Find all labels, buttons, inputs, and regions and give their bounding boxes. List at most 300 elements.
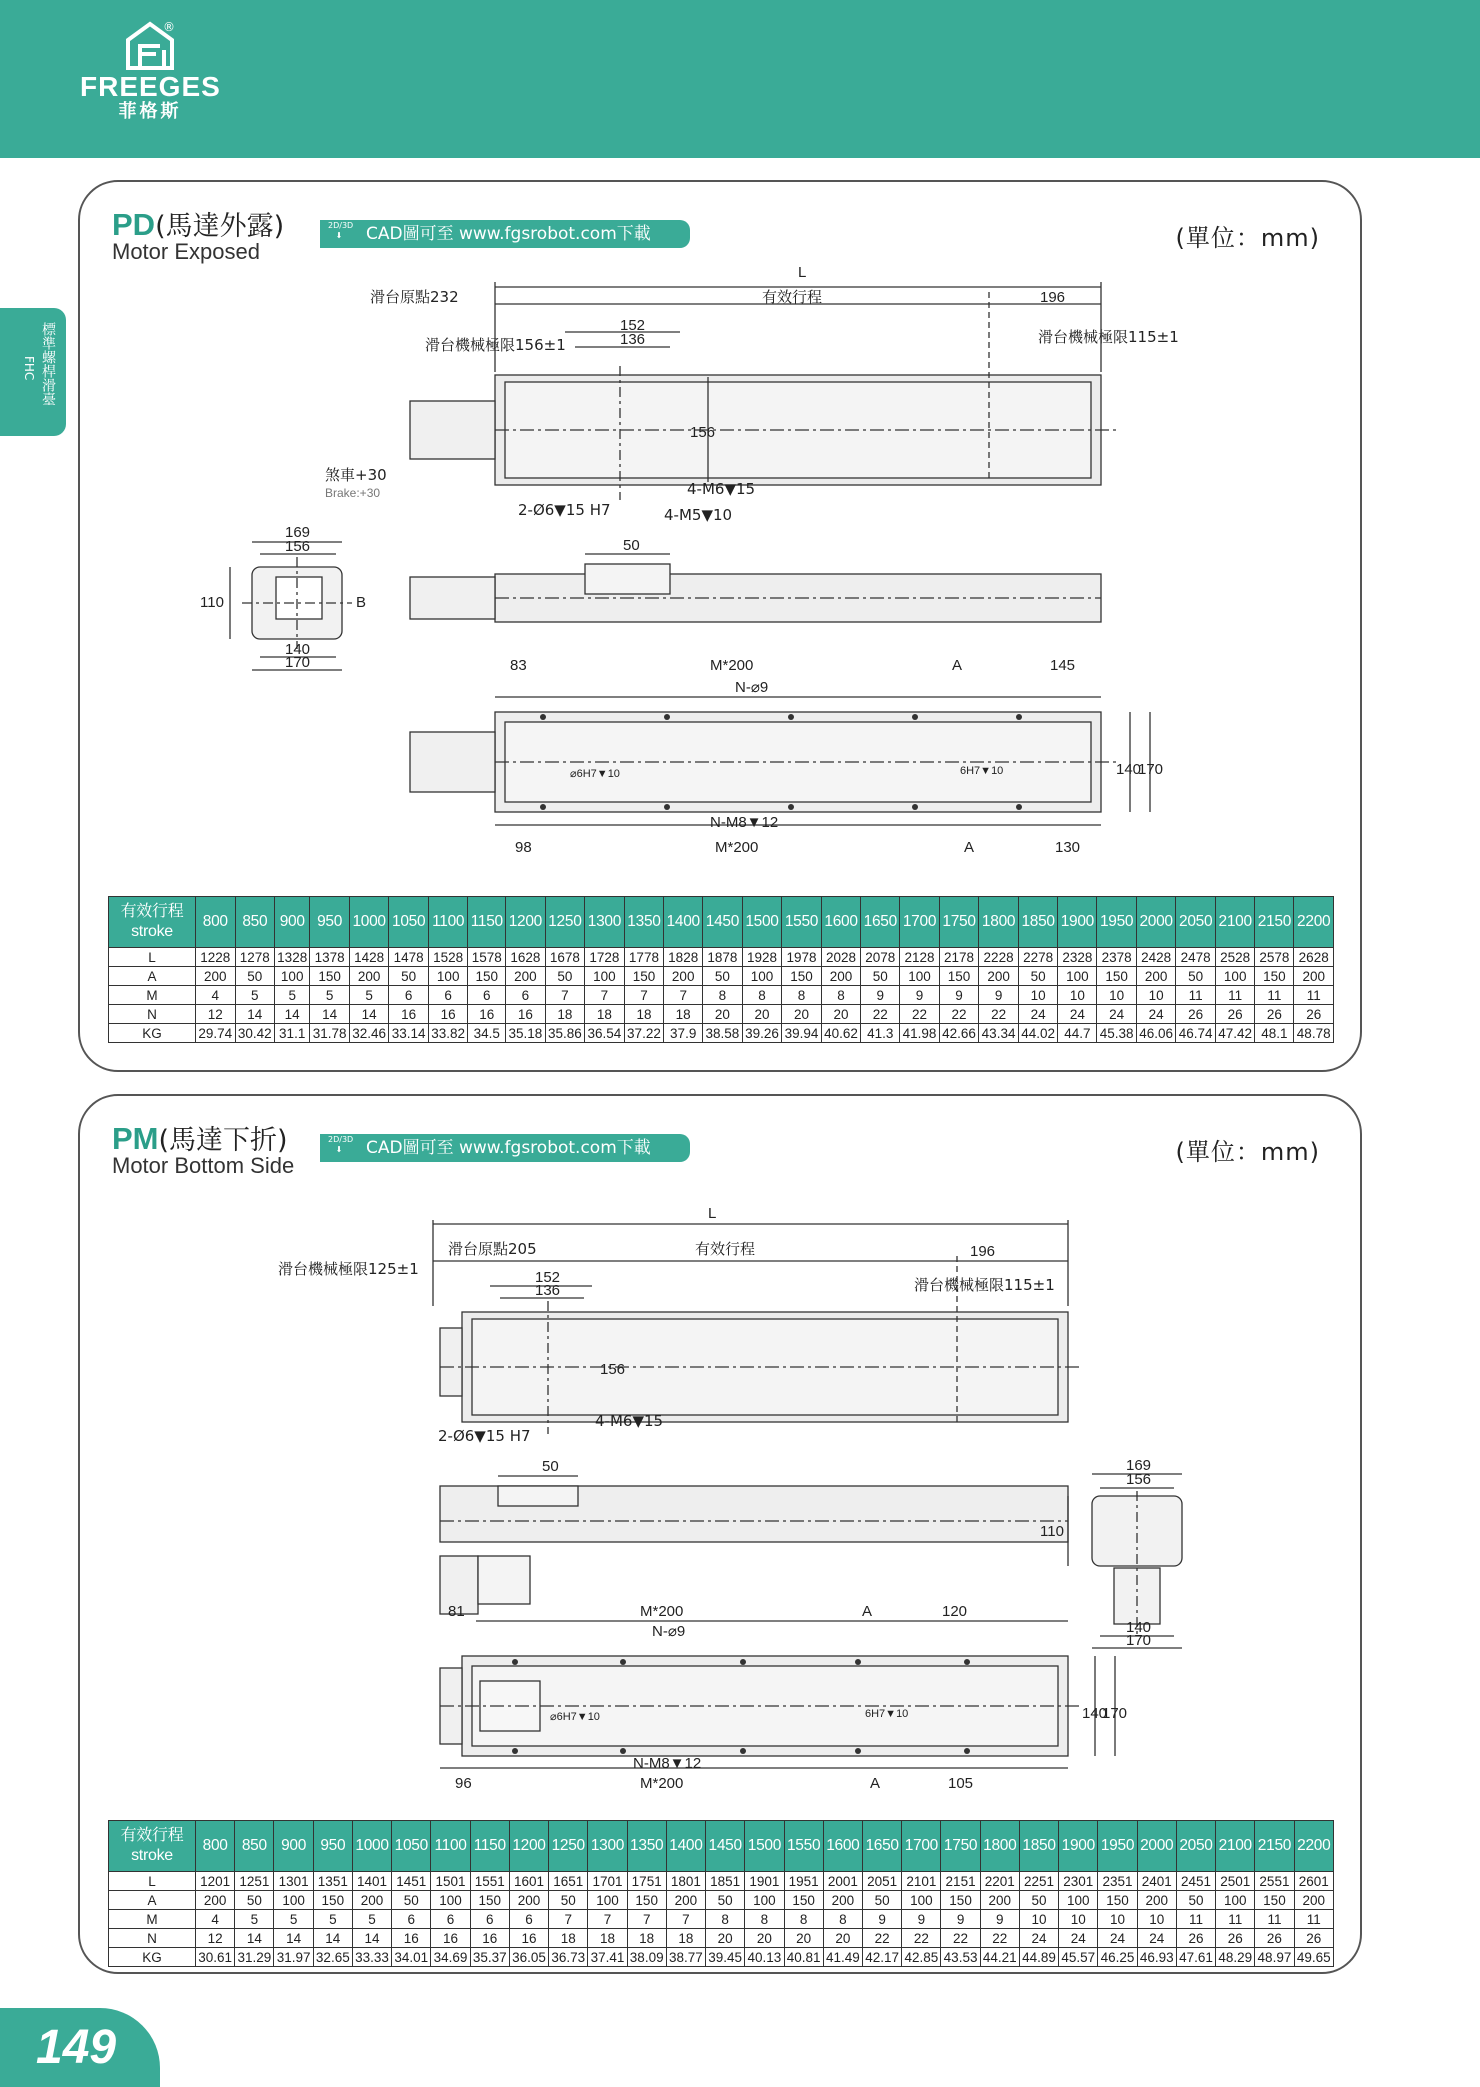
title-en: Motor Bottom Side bbox=[112, 1153, 295, 1178]
value-cell: 16 bbox=[506, 1005, 546, 1024]
value-cell: 34.69 bbox=[431, 1948, 470, 1967]
value-cell: 46.25 bbox=[1098, 1948, 1137, 1967]
dim-limit-right: 滑台機械極限115±1 bbox=[914, 1276, 1055, 1294]
value-cell: 2351 bbox=[1098, 1872, 1137, 1891]
dim-98: 98 bbox=[515, 839, 532, 856]
dim-L: L bbox=[798, 264, 807, 281]
hole-m6: 4-M6▼15 bbox=[687, 480, 756, 498]
row-label-cell: M bbox=[109, 986, 196, 1005]
value-cell: 150 bbox=[624, 967, 664, 986]
stroke-header-cell: 950 bbox=[313, 1821, 352, 1872]
value-cell: 29.74 bbox=[196, 1024, 236, 1043]
page-number: 149 bbox=[0, 2008, 160, 2087]
value-cell: 36.73 bbox=[549, 1948, 588, 1967]
value-cell: 24 bbox=[1018, 1005, 1058, 1024]
dim-L: L bbox=[708, 1205, 717, 1222]
value-cell: 9 bbox=[941, 1910, 980, 1929]
stroke-header-cell: 800 bbox=[196, 897, 236, 948]
value-cell: 44.21 bbox=[980, 1948, 1019, 1967]
value-cell: 16 bbox=[428, 1005, 468, 1024]
title-zh: (馬達外露) bbox=[155, 211, 285, 242]
value-cell: 11 bbox=[1294, 1910, 1333, 1929]
table-row bbox=[109, 1005, 1334, 1024]
table-row bbox=[109, 948, 1334, 967]
download-icon: 2D/3D ⬇ bbox=[328, 221, 354, 240]
value-cell: 100 bbox=[900, 967, 940, 986]
pin-left: ⌀6H7▼10 bbox=[550, 1711, 600, 1723]
table-row bbox=[109, 986, 1334, 1005]
value-cell: 39.26 bbox=[742, 1024, 782, 1043]
model-code: PM bbox=[112, 1121, 159, 1156]
value-cell: 200 bbox=[1137, 1891, 1176, 1910]
value-cell: 9 bbox=[861, 986, 900, 1005]
value-cell: 50 bbox=[549, 1891, 588, 1910]
dim-136: 136 bbox=[535, 1282, 561, 1299]
stroke-header-cell: 1050 bbox=[392, 1821, 431, 1872]
dim-Ab: A bbox=[870, 1775, 881, 1792]
value-cell: 16 bbox=[470, 1929, 509, 1948]
row-label-cell: L bbox=[109, 1872, 196, 1891]
value-cell: 7 bbox=[588, 1910, 627, 1929]
value-cell: 20 bbox=[823, 1929, 862, 1948]
value-cell: 42.17 bbox=[862, 1948, 901, 1967]
title-zh: (馬達下折) bbox=[158, 1125, 288, 1156]
value-cell: 200 bbox=[1294, 967, 1334, 986]
value-cell: 2501 bbox=[1216, 1872, 1255, 1891]
stroke-header-cell: 1500 bbox=[742, 897, 782, 948]
value-cell: 1351 bbox=[313, 1872, 352, 1891]
value-cell: 8 bbox=[823, 1910, 862, 1929]
value-cell: 38.09 bbox=[627, 1948, 666, 1967]
dim-B: B bbox=[356, 594, 367, 611]
title-en: Motor Exposed bbox=[112, 239, 260, 264]
value-cell: 26 bbox=[1176, 1005, 1216, 1024]
value-cell: 6 bbox=[392, 1910, 431, 1929]
pin-left: ⌀6H7▼10 bbox=[570, 768, 620, 780]
value-cell: 24 bbox=[1019, 1929, 1058, 1948]
value-cell: 150 bbox=[784, 1891, 823, 1910]
value-cell: 48.1 bbox=[1255, 1024, 1294, 1043]
value-cell: 42.85 bbox=[902, 1948, 941, 1967]
value-cell: 31.29 bbox=[235, 1948, 274, 1967]
stroke-header-cell: 1300 bbox=[585, 897, 625, 948]
value-cell: 46.93 bbox=[1137, 1948, 1176, 1967]
value-cell: 50 bbox=[1019, 1891, 1058, 1910]
value-cell: 100 bbox=[275, 967, 310, 986]
value-cell: 10 bbox=[1058, 986, 1097, 1005]
row-label-cell: A bbox=[109, 1891, 196, 1910]
stroke-header-cell: 2000 bbox=[1137, 1821, 1176, 1872]
value-cell: 24 bbox=[1098, 1929, 1137, 1948]
value-cell: 2478 bbox=[1176, 948, 1216, 967]
dim-effective: 有效行程 bbox=[695, 1240, 756, 1258]
value-cell: 18 bbox=[549, 1929, 588, 1948]
value-cell: 100 bbox=[588, 1891, 627, 1910]
value-cell: 20 bbox=[821, 1005, 861, 1024]
value-cell: 8 bbox=[745, 1910, 784, 1929]
dim-156: 156 bbox=[600, 1361, 626, 1378]
value-cell: 1778 bbox=[624, 948, 664, 967]
stroke-header-cell: 1550 bbox=[782, 897, 822, 948]
value-cell: 10 bbox=[1097, 986, 1137, 1005]
value-cell: 1528 bbox=[428, 948, 468, 967]
value-cell: 11 bbox=[1294, 986, 1334, 1005]
stroke-header-cell: 1200 bbox=[509, 1821, 548, 1872]
value-cell: 22 bbox=[980, 1929, 1019, 1948]
value-cell: 47.42 bbox=[1215, 1024, 1255, 1043]
value-cell: 20 bbox=[706, 1929, 745, 1948]
value-cell: 150 bbox=[1255, 1891, 1294, 1910]
value-cell: 7 bbox=[545, 986, 585, 1005]
value-cell: 24 bbox=[1137, 1929, 1176, 1948]
value-cell: 40.81 bbox=[784, 1948, 823, 1967]
dim-156b: 156 bbox=[1126, 1471, 1152, 1488]
value-cell: 32.65 bbox=[313, 1948, 352, 1967]
value-cell: 7 bbox=[585, 986, 625, 1005]
value-cell: 200 bbox=[1136, 967, 1176, 986]
value-cell: 26 bbox=[1176, 1929, 1215, 1948]
value-cell: 38.77 bbox=[666, 1948, 705, 1967]
value-cell: 150 bbox=[310, 967, 350, 986]
pm-technical-drawing bbox=[80, 1096, 1360, 1796]
stroke-header-cell: 1650 bbox=[862, 1821, 901, 1872]
value-cell: 26 bbox=[1216, 1929, 1255, 1948]
dim-156: 156 bbox=[690, 424, 716, 441]
value-cell: 100 bbox=[585, 967, 625, 986]
value-cell: 22 bbox=[902, 1929, 941, 1948]
value-cell: 1628 bbox=[506, 948, 546, 967]
value-cell: 100 bbox=[745, 1891, 784, 1910]
value-cell: 100 bbox=[742, 967, 782, 986]
value-cell: 150 bbox=[468, 967, 506, 986]
stroke-header-cell: 1750 bbox=[939, 897, 979, 948]
dim-N9: N-⌀9 bbox=[735, 679, 769, 696]
stroke-header-cell: 1550 bbox=[784, 1821, 823, 1872]
value-cell: 150 bbox=[1098, 1891, 1137, 1910]
value-cell: 10 bbox=[1137, 1910, 1176, 1929]
value-cell: 50 bbox=[703, 967, 743, 986]
value-cell: 37.41 bbox=[588, 1948, 627, 1967]
value-cell: 34.01 bbox=[392, 1948, 431, 1967]
value-cell: 6 bbox=[389, 986, 429, 1005]
table-row bbox=[109, 1891, 1334, 1910]
pin-right: 6H7▼10 bbox=[960, 765, 1004, 777]
row-header-text: stroke bbox=[131, 1847, 173, 1864]
value-cell: 50 bbox=[706, 1891, 745, 1910]
value-cell: 200 bbox=[823, 1891, 862, 1910]
stroke-header-cell: 850 bbox=[235, 897, 275, 948]
stroke-header-cell: 1000 bbox=[349, 897, 389, 948]
value-cell: 44.7 bbox=[1058, 1024, 1097, 1043]
spec-table-pd bbox=[108, 896, 1334, 1043]
stroke-header-cell: 2050 bbox=[1176, 1821, 1215, 1872]
stroke-header-cell: 1200 bbox=[506, 897, 546, 948]
value-cell: 6 bbox=[431, 1910, 470, 1929]
value-cell: 1601 bbox=[509, 1872, 548, 1891]
dim-96: 96 bbox=[455, 1775, 472, 1792]
value-cell: 100 bbox=[274, 1891, 313, 1910]
dim-m200b: M*200 bbox=[640, 1775, 684, 1792]
value-cell: 20 bbox=[782, 1005, 822, 1024]
value-cell: 37.22 bbox=[624, 1024, 664, 1043]
dim-140b: 140 bbox=[1116, 761, 1142, 778]
value-cell: 2228 bbox=[979, 948, 1019, 967]
dim-169: 169 bbox=[285, 524, 311, 541]
value-cell: 22 bbox=[939, 1005, 979, 1024]
value-cell: 14 bbox=[235, 1005, 275, 1024]
stroke-header-cell: 1750 bbox=[941, 1821, 980, 1872]
value-cell: 150 bbox=[1097, 967, 1137, 986]
value-cell: 12 bbox=[196, 1929, 235, 1948]
value-cell: 1928 bbox=[742, 948, 782, 967]
brand-name-zh: 菲格斯 bbox=[118, 101, 182, 122]
value-cell: 39.45 bbox=[706, 1948, 745, 1967]
value-cell: 2078 bbox=[861, 948, 900, 967]
value-cell: 1878 bbox=[703, 948, 743, 967]
stroke-header-cell: 1350 bbox=[627, 1821, 666, 1872]
brake-en: Brake:+30 bbox=[325, 486, 381, 500]
value-cell: 30.61 bbox=[196, 1948, 235, 1967]
stroke-header-cell: 900 bbox=[274, 1821, 313, 1872]
value-cell: 1378 bbox=[310, 948, 350, 967]
dim-145: 145 bbox=[1050, 657, 1076, 674]
value-cell: 4 bbox=[196, 1910, 235, 1929]
row-label-cell: L bbox=[109, 948, 196, 967]
stroke-header-cell: 2100 bbox=[1215, 897, 1255, 948]
value-cell: 1301 bbox=[274, 1872, 313, 1891]
value-cell: 10 bbox=[1136, 986, 1176, 1005]
value-cell: 11 bbox=[1216, 1910, 1255, 1929]
value-cell: 37.9 bbox=[664, 1024, 703, 1043]
value-cell: 1751 bbox=[627, 1872, 666, 1891]
value-cell: 22 bbox=[900, 1005, 940, 1024]
table-header-row bbox=[109, 897, 1334, 948]
row-header-text: stroke bbox=[131, 923, 173, 940]
dim-196: 196 bbox=[970, 1243, 996, 1260]
value-cell: 200 bbox=[352, 1891, 391, 1910]
value-cell: 50 bbox=[389, 967, 429, 986]
value-cell: 36.05 bbox=[509, 1948, 548, 1967]
value-cell: 200 bbox=[196, 1891, 235, 1910]
dim-156b: 156 bbox=[285, 538, 311, 555]
value-cell: 8 bbox=[706, 1910, 745, 1929]
value-cell: 50 bbox=[1018, 967, 1058, 986]
value-cell: 34.5 bbox=[468, 1024, 506, 1043]
value-cell: 2101 bbox=[902, 1872, 941, 1891]
value-cell: 12 bbox=[196, 1005, 236, 1024]
value-cell: 100 bbox=[1058, 967, 1097, 986]
pin-right: 6H7▼10 bbox=[865, 1708, 909, 1720]
value-cell: 100 bbox=[431, 1891, 470, 1910]
dim-83: 83 bbox=[510, 657, 527, 674]
dim-50: 50 bbox=[542, 1458, 559, 1475]
value-cell: 200 bbox=[349, 967, 389, 986]
value-cell: 2028 bbox=[821, 948, 861, 967]
dim-N9: N-⌀9 bbox=[652, 1623, 686, 1640]
value-cell: 18 bbox=[666, 1929, 705, 1948]
value-cell: 200 bbox=[979, 967, 1019, 986]
value-cell: 9 bbox=[979, 986, 1019, 1005]
value-cell: 35.18 bbox=[506, 1024, 546, 1043]
value-cell: 150 bbox=[782, 967, 822, 986]
value-cell: 100 bbox=[1059, 1891, 1098, 1910]
value-cell: 26 bbox=[1215, 1005, 1255, 1024]
stroke-header-cell: 1300 bbox=[588, 1821, 627, 1872]
value-cell: 26 bbox=[1255, 1929, 1294, 1948]
value-cell: 2551 bbox=[1255, 1872, 1294, 1891]
value-cell: 14 bbox=[349, 1005, 389, 1024]
stroke-header-cell: 1000 bbox=[352, 1821, 391, 1872]
dim-m200: M*200 bbox=[640, 1603, 684, 1620]
download-icon: 2D/3D ⬇ bbox=[328, 1135, 354, 1154]
value-cell: 48.78 bbox=[1294, 1024, 1334, 1043]
table-header-row bbox=[109, 1821, 1334, 1872]
dim-140: 140 bbox=[1126, 1619, 1152, 1636]
row-header-text: 有效行程 bbox=[120, 1827, 184, 1844]
dim-origin: 滑台原點205 bbox=[448, 1240, 537, 1258]
value-cell: 9 bbox=[980, 1910, 1019, 1929]
stroke-header-cell: 1650 bbox=[861, 897, 900, 948]
value-cell: 9 bbox=[939, 986, 979, 1005]
value-cell: 9 bbox=[902, 1910, 941, 1929]
value-cell: 1728 bbox=[585, 948, 625, 967]
value-cell: 7 bbox=[666, 1910, 705, 1929]
value-cell: 200 bbox=[821, 967, 861, 986]
value-cell: 50 bbox=[235, 967, 275, 986]
value-cell: 41.49 bbox=[823, 1948, 862, 1967]
value-cell: 50 bbox=[1176, 967, 1216, 986]
value-cell: 2201 bbox=[980, 1872, 1019, 1891]
stroke-header-cell: 800 bbox=[196, 1821, 235, 1872]
value-cell: 150 bbox=[941, 1891, 980, 1910]
dim-136: 136 bbox=[620, 331, 646, 348]
value-cell: 49.65 bbox=[1294, 1948, 1333, 1967]
row-label-cell: KG bbox=[109, 1948, 196, 1967]
dim-169: 169 bbox=[1126, 1457, 1152, 1474]
value-cell: 1851 bbox=[706, 1872, 745, 1891]
model-code: PD bbox=[112, 207, 156, 242]
value-cell: 31.1 bbox=[275, 1024, 310, 1043]
stroke-header-cell: 900 bbox=[275, 897, 310, 948]
stroke-header-cell: 1900 bbox=[1059, 1821, 1098, 1872]
value-cell: 11 bbox=[1176, 1910, 1215, 1929]
value-cell: 2178 bbox=[939, 948, 979, 967]
value-cell: 45.38 bbox=[1097, 1024, 1137, 1043]
value-cell: 1501 bbox=[431, 1872, 470, 1891]
value-cell: 1951 bbox=[784, 1872, 823, 1891]
value-cell: 14 bbox=[310, 1005, 350, 1024]
row-label-cell: A bbox=[109, 967, 196, 986]
value-cell: 2151 bbox=[941, 1872, 980, 1891]
value-cell: 1551 bbox=[470, 1872, 509, 1891]
value-cell: 14 bbox=[235, 1929, 274, 1948]
dim-81: 81 bbox=[448, 1603, 465, 1620]
value-cell: 31.78 bbox=[310, 1024, 350, 1043]
value-cell: 7 bbox=[627, 1910, 666, 1929]
value-cell: 50 bbox=[545, 967, 585, 986]
stroke-header-cell: 1950 bbox=[1098, 1821, 1137, 1872]
value-cell: 1428 bbox=[349, 948, 389, 967]
value-cell: 2051 bbox=[862, 1872, 901, 1891]
value-cell: 200 bbox=[980, 1891, 1019, 1910]
dim-152: 152 bbox=[620, 317, 646, 334]
page-header bbox=[0, 0, 1480, 158]
registered-mark: ® bbox=[163, 20, 175, 34]
value-cell: 1201 bbox=[196, 1872, 235, 1891]
value-cell: 48.97 bbox=[1255, 1948, 1294, 1967]
value-cell: 2001 bbox=[823, 1872, 862, 1891]
stroke-header-cell: 1100 bbox=[431, 1821, 470, 1872]
value-cell: 24 bbox=[1136, 1005, 1176, 1024]
stroke-header-cell: 1400 bbox=[666, 1821, 705, 1872]
value-cell: 4 bbox=[196, 986, 236, 1005]
value-cell: 2251 bbox=[1019, 1872, 1058, 1891]
table-row bbox=[109, 1929, 1334, 1948]
dim-105: 105 bbox=[948, 1775, 974, 1792]
unit-label: (單位：mm) bbox=[1175, 1138, 1320, 1166]
value-cell: 2401 bbox=[1137, 1872, 1176, 1891]
stroke-header-cell: 1900 bbox=[1058, 897, 1097, 948]
value-cell: 30.42 bbox=[235, 1024, 275, 1043]
hole-dowel: 2-Ø6▼15 H7 bbox=[518, 501, 611, 519]
table-row bbox=[109, 1948, 1334, 1967]
stroke-header-cell: 1950 bbox=[1097, 897, 1137, 948]
value-cell: 7 bbox=[664, 986, 703, 1005]
dim-50: 50 bbox=[623, 537, 640, 554]
value-cell: 10 bbox=[1059, 1910, 1098, 1929]
stroke-header-cell: 1400 bbox=[664, 897, 703, 948]
value-cell: 1328 bbox=[275, 948, 310, 967]
value-cell: 16 bbox=[509, 1929, 548, 1948]
value-cell: 8 bbox=[784, 1910, 823, 1929]
value-cell: 2428 bbox=[1136, 948, 1176, 967]
value-cell: 46.06 bbox=[1136, 1024, 1176, 1043]
value-cell: 7 bbox=[549, 1910, 588, 1929]
dim-170: 170 bbox=[1126, 1632, 1152, 1649]
value-cell: 7 bbox=[624, 986, 664, 1005]
value-cell: 150 bbox=[1255, 967, 1294, 986]
value-cell: 150 bbox=[627, 1891, 666, 1910]
stroke-header-cell: 1450 bbox=[703, 897, 743, 948]
value-cell: 50 bbox=[392, 1891, 431, 1910]
pd-technical-drawing bbox=[80, 182, 1360, 882]
value-cell: 50 bbox=[862, 1891, 901, 1910]
value-cell: 2278 bbox=[1018, 948, 1058, 967]
stroke-header-cell: 1850 bbox=[1019, 1821, 1058, 1872]
value-cell: 1578 bbox=[468, 948, 506, 967]
value-cell: 46.74 bbox=[1176, 1024, 1216, 1043]
table-row bbox=[109, 1024, 1334, 1043]
brake-zh: 煞車+30 bbox=[325, 466, 387, 484]
value-cell: 1251 bbox=[235, 1872, 274, 1891]
value-cell: 150 bbox=[313, 1891, 352, 1910]
value-cell: 200 bbox=[509, 1891, 548, 1910]
value-cell: 1701 bbox=[588, 1872, 627, 1891]
value-cell: 50 bbox=[235, 1891, 274, 1910]
stroke-header-cell: 1600 bbox=[821, 897, 861, 948]
side-tab-code: FHC bbox=[22, 356, 36, 381]
value-cell: 18 bbox=[585, 1005, 625, 1024]
value-cell: 150 bbox=[470, 1891, 509, 1910]
value-cell: 20 bbox=[742, 1005, 782, 1024]
value-cell: 18 bbox=[588, 1929, 627, 1948]
cad-icon-text: 2D/3D bbox=[328, 1135, 354, 1144]
value-cell: 1678 bbox=[545, 948, 585, 967]
dim-limit-left: 滑台機械極限125±1 bbox=[278, 1260, 419, 1278]
value-cell: 6 bbox=[428, 986, 468, 1005]
value-cell: 20 bbox=[745, 1929, 784, 1948]
dim-110: 110 bbox=[1040, 1523, 1064, 1540]
